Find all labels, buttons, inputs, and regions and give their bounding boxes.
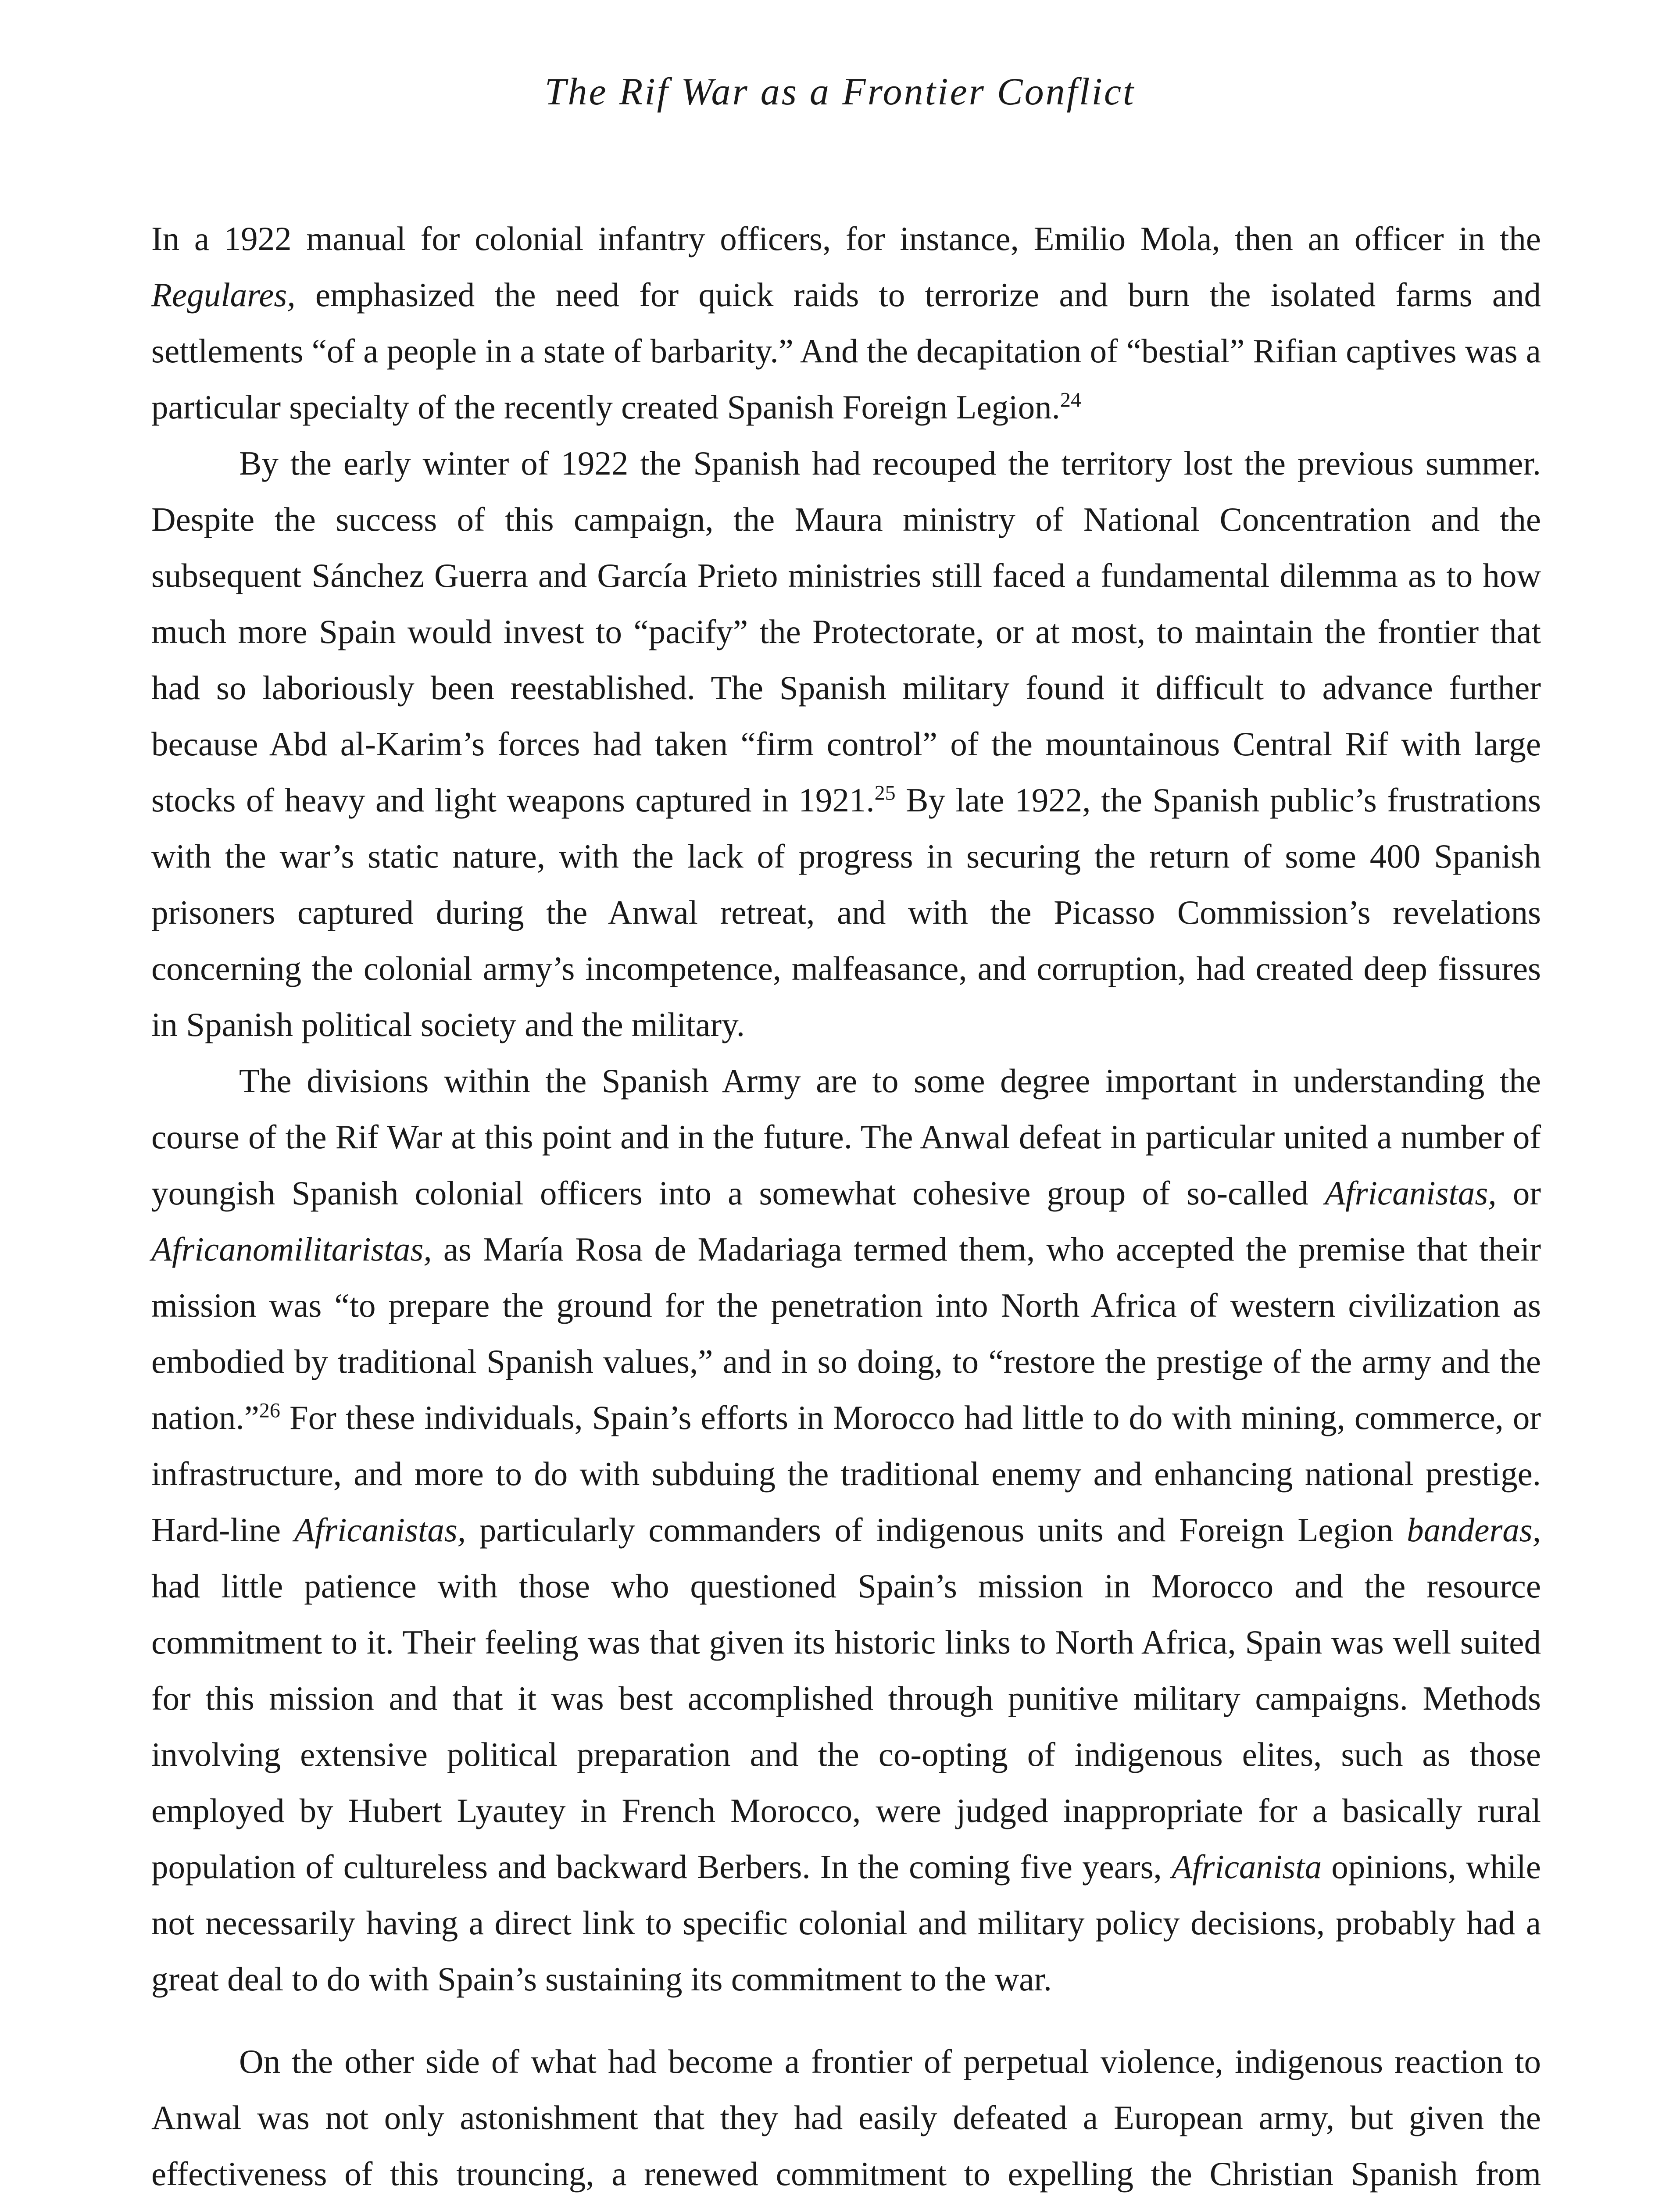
text-run: had little patience with those who questioned Spain’s mission in Morocco and the resource commitment to it. Their feeling was that given its historic links to North Africa, Spain was well suited for this mission and that it was best accomplished through punitive military campaigns. Methods involving extensive political preparation and the co-opting of indigenous elites, such as those employed by Hubert Lyautey in French Morocco, were judged inappropriate for a basically rural population of cultureless and backward Berbers. In the coming five years, [151, 1567, 1541, 1886]
text-run: By late 1922, the Spanish public’s frustrations with the war’s static nature, with the lack of progress in securing the return of some 400 Spanish prisoners captured during the Anwal retreat, and with the Picasso Commission’s revelations concerning the colonial army’s incompetence, malfeasance, and corruption, had created deep fissures in Spanish political society and the military. [151, 781, 1541, 1043]
footnote-marker: 26 [259, 1399, 280, 1422]
running-head: The Rif War as a Frontier Conflict [544, 71, 1136, 113]
paragraph [151, 435, 1541, 1053]
text-run: particularly commanders of indigenous units and Foreign Legion [466, 1511, 1407, 1549]
italic-term: banderas, [1407, 1511, 1541, 1549]
text-run: In a 1922 manual for colonial infantry officers, for instance, Emilio Mola, then an officer in the [151, 220, 1541, 257]
paragraph [151, 1053, 1541, 2007]
footnote-marker: 24 [1060, 388, 1081, 412]
text-run: On the other side of what had become a frontier of perpetual violence, indigenous reaction to Anwal was not only astonishment that they had easily defeated a European army, but given the effectiveness of this trouncing, a renewed commitment to expelling the Christian Spanish from [151, 2043, 1541, 2193]
italic-term: Africanomilitaristas, [151, 1230, 432, 1268]
italic-term: Africanista [1171, 1848, 1322, 1886]
text-run: or [1496, 1174, 1541, 1212]
italic-term: Africanistas, [294, 1511, 466, 1549]
text-run: as María Rosa de Madariaga termed them, who accepted the premise that their mission was “to prepare the ground for the penetration into North Africa of western civilization as embodied by traditional Spanish values,” and in so doing, to “restore the prestige of the army and the nation.” [151, 1230, 1541, 1436]
text-run: opinions, while not necessarily having a direct link to specific colonial and military policy decisions, probably had a great deal to do with Spain’s sustaining its commitment to the war. [151, 1848, 1541, 1998]
paragraph [151, 211, 1541, 435]
text-run: By the early winter of 1922 the Spanish had recouped the territory lost the previous summer. Despite the success of this campaign, the Maura ministry of National Concentration and the subsequent Sánchez Guerra and García Prieto ministries still faced a fundamental dilemma as to how much more Spain would invest to “pacify” the Protectorate, or at most, to maintain the frontier that had so laboriously been reestablished. The Spanish military found it difficult to advance further because Abd al-Karim’s forces had taken “firm control” of the mountainous Central Rif with large stocks of heavy and light weapons captured in 1921. [151, 444, 1541, 819]
paragraph [151, 2033, 1541, 2193]
italic-term: Regulares, [151, 276, 296, 314]
footnote-marker: 25 [874, 781, 896, 805]
text-run: emphasized the need for quick raids to terrorize and burn the isolated farms and settlements “of a people in a state of barbarity.” And the decapitation of “bestial” Rifian captives was a particular specialty of the recently created Spanish Foreign Legion. [151, 276, 1541, 426]
text-run: For these individuals, Spain’s efforts in Morocco had little to do with mining, commerce, or infrastructure, and more to do with subduing the traditional enemy and enhancing national prestige. Hard-line [151, 1399, 1541, 1549]
text-run: The divisions within the Spanish Army are to some degree important in understanding the course of the Rif War at this point and in the future. The Anwal defeat in particular united a number of youngish Spanish colonial officers into a somewhat cohesive group of so-called [151, 1062, 1541, 1212]
body-text [151, 211, 1541, 2193]
italic-term: Africanistas, [1325, 1174, 1497, 1212]
